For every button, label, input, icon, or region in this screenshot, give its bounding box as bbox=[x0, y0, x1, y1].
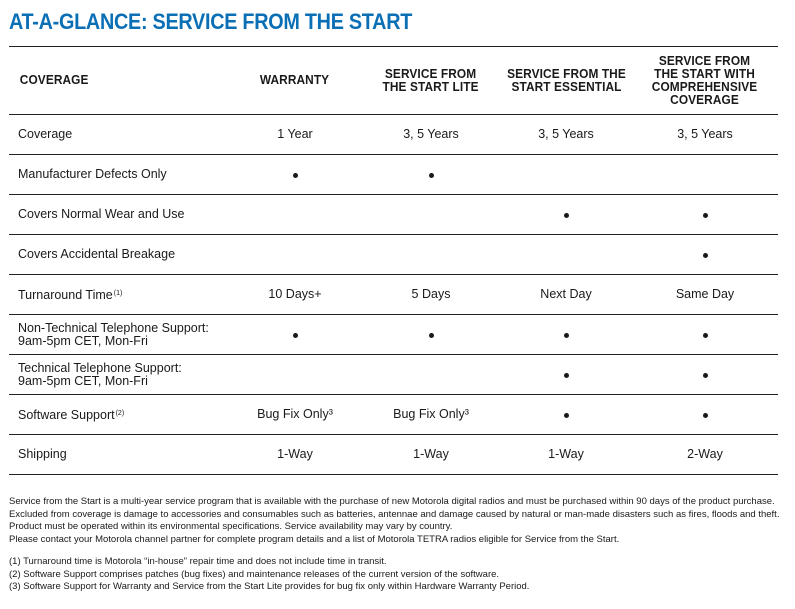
table-cell bbox=[632, 155, 778, 195]
table-row bbox=[9, 195, 778, 235]
included-bullet bbox=[500, 395, 632, 435]
table-cell: 3, 5 Years bbox=[500, 115, 632, 155]
bullet-icon bbox=[293, 173, 298, 178]
page-title: AT-A-GLANCE: SERVICE FROM THE START bbox=[9, 9, 413, 34]
table-row bbox=[9, 395, 778, 435]
row-label: Covers Accidental Breakage bbox=[9, 235, 228, 275]
note-line: Service from the Start is a multi-year service program that is available with the purchase of new Motorola digital radios and must be purchased within 90 days of the product purchase. bbox=[9, 496, 775, 507]
bullet-icon bbox=[564, 333, 569, 338]
table-cell: Bug Fix Only³ bbox=[228, 395, 362, 435]
table-cell: 3, 5 Years bbox=[632, 115, 778, 155]
included-bullet bbox=[500, 355, 632, 395]
included-bullet bbox=[500, 315, 632, 355]
included-bullet bbox=[362, 155, 500, 195]
row-label: Coverage bbox=[9, 115, 228, 155]
table-body bbox=[9, 115, 778, 475]
table-cell bbox=[228, 355, 362, 395]
included-bullet bbox=[632, 195, 778, 235]
table-cell: Same Day bbox=[632, 275, 778, 315]
included-bullet bbox=[500, 195, 632, 235]
table-row bbox=[9, 315, 778, 355]
table-row bbox=[9, 115, 778, 155]
included-bullet bbox=[632, 315, 778, 355]
footnote-ref: (2) bbox=[115, 410, 125, 417]
table-cell: 1-Way bbox=[500, 435, 632, 475]
header-row bbox=[9, 47, 778, 115]
table-row bbox=[9, 235, 778, 275]
row-label: Turnaround Time$^{(1)}$ bbox=[9, 275, 228, 315]
table-cell: 3, 5 Years bbox=[362, 115, 500, 155]
bullet-icon bbox=[703, 333, 708, 338]
row-label: Non-Technical Telephone Support: 9am-5pm CET, Mon-Fri bbox=[9, 315, 228, 355]
table-row bbox=[9, 355, 778, 395]
table-cell: Bug Fix Only³ bbox=[362, 395, 500, 435]
footnote: (3) Software Support for Warranty and Service from the Start Lite provides for bug fix only within Hardware Warranty Period. bbox=[9, 581, 530, 592]
note-line: Please contact your Motorola channel partner for complete program details and a list of Motorola TETRA radios eligible for Service from the Start. bbox=[9, 533, 620, 545]
included-bullet bbox=[632, 235, 778, 275]
table-row bbox=[9, 275, 778, 315]
bullet-icon bbox=[703, 253, 708, 258]
note-line: Excluded from coverage is damage to accessories and consumables such as batteries, antennae and damage caused by natural or man-made disasters such as fires, floods and theft. bbox=[9, 508, 780, 520]
column-header-3: SERVICE FROM THE START ESSENTIAL bbox=[500, 47, 632, 115]
bullet-icon bbox=[429, 173, 434, 178]
bullet-icon bbox=[564, 413, 569, 418]
included-bullet bbox=[632, 355, 778, 395]
row-label: Software Support$^{(2)}$ bbox=[9, 395, 228, 435]
notes bbox=[9, 496, 785, 594]
table-cell: 1-Way bbox=[228, 435, 362, 475]
column-header-4: SERVICE FROM THE START WITH COMPREHENSIVE COVERAGE bbox=[632, 47, 778, 115]
bullet-icon bbox=[564, 213, 569, 218]
table-header bbox=[9, 47, 778, 115]
footnotes bbox=[9, 556, 785, 594]
note-line: Product must be operated within its environmental specifications. Service availability may vary by country. bbox=[9, 521, 453, 532]
bullet-icon bbox=[293, 333, 298, 338]
table-row bbox=[9, 155, 778, 195]
table-cell bbox=[500, 235, 632, 275]
bullet-icon bbox=[703, 413, 708, 418]
table-cell bbox=[228, 235, 362, 275]
table-cell bbox=[500, 155, 632, 195]
column-header-1: WARRANTY bbox=[228, 47, 362, 115]
included-bullet bbox=[228, 315, 362, 355]
row-label: Covers Normal Wear and Use bbox=[9, 195, 228, 235]
coverage-comparison-table bbox=[9, 46, 778, 475]
bullet-icon bbox=[564, 373, 569, 378]
bullet-icon bbox=[429, 333, 434, 338]
table-cell: Next Day bbox=[500, 275, 632, 315]
row-label: Shipping bbox=[9, 435, 228, 475]
table-cell bbox=[228, 195, 362, 235]
bullet-icon bbox=[703, 373, 708, 378]
table-cell bbox=[362, 355, 500, 395]
column-header-2: SERVICE FROM THE START LITE bbox=[362, 47, 500, 115]
table-cell: 5 Days bbox=[362, 275, 500, 315]
table-cell: 1 Year bbox=[228, 115, 362, 155]
included-bullet bbox=[228, 155, 362, 195]
footnote-ref: (1) bbox=[113, 290, 123, 297]
row-label: Manufacturer Defects Only bbox=[9, 155, 228, 195]
bullet-icon bbox=[703, 213, 708, 218]
table-cell bbox=[362, 195, 500, 235]
column-header-coverage: COVERAGE bbox=[9, 47, 228, 115]
table-row bbox=[9, 435, 778, 475]
table-cell: 2-Way bbox=[632, 435, 778, 475]
footnote: (1) Turnaround time is Motorola “in-house” repair time and does not include time in transit. bbox=[9, 556, 387, 567]
included-bullet bbox=[632, 395, 778, 435]
table-cell bbox=[362, 235, 500, 275]
row-label: Technical Telephone Support: 9am-5pm CET, Mon-Fri bbox=[9, 355, 228, 395]
table-cell: 1-Way bbox=[362, 435, 500, 475]
table-cell: 10 Days+ bbox=[228, 275, 362, 315]
included-bullet bbox=[362, 315, 500, 355]
program-description bbox=[9, 496, 785, 546]
footnote: (2) Software Support comprises patches (bug fixes) and maintenance releases of the current version of the software. bbox=[9, 568, 500, 580]
